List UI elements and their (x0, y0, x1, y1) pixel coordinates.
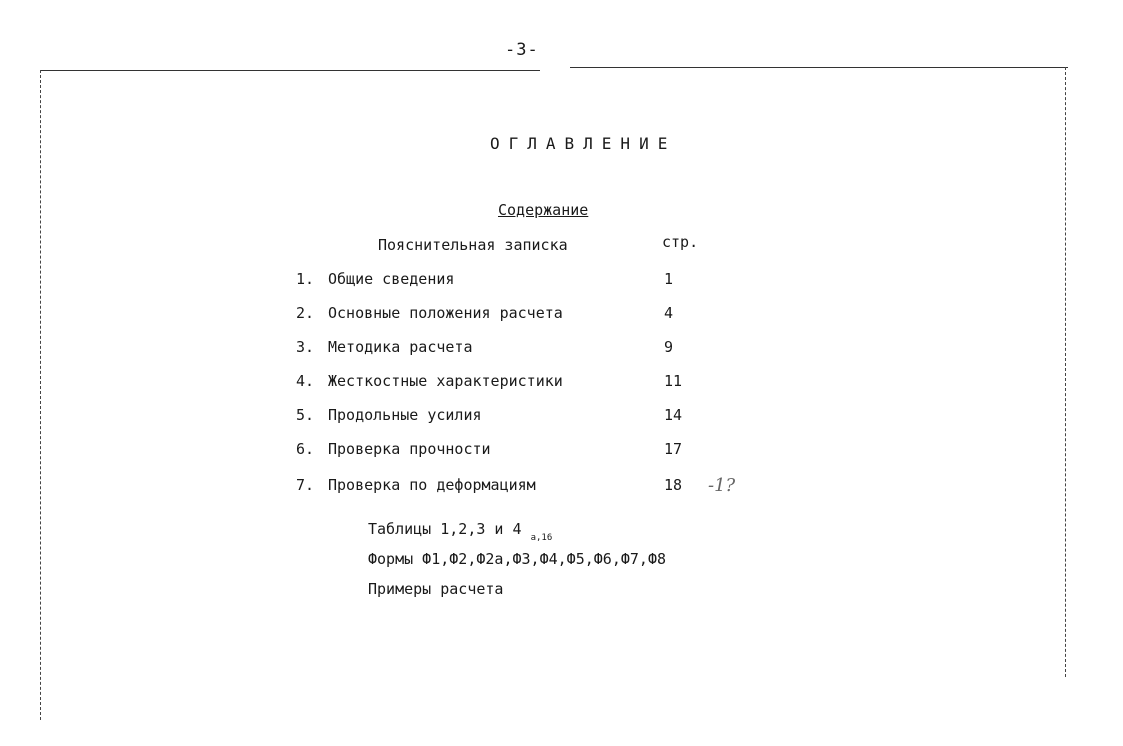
contents-subtitle: Содержание (498, 201, 589, 219)
frame-left-line (40, 70, 41, 720)
frame-right-line (1065, 67, 1066, 677)
toc-item-page: 14 (664, 406, 683, 424)
toc-item-page: 4 (664, 304, 674, 322)
toc-item (296, 476, 716, 502)
toc-item-number: 2. (296, 304, 315, 322)
toc-item (296, 304, 716, 330)
toc-item (296, 406, 716, 432)
page-column-label: стр. (662, 233, 699, 251)
toc-item-title: Общие сведения (328, 270, 455, 288)
explanatory-note-label: Пояснительная записка (378, 236, 568, 254)
toc-item (296, 440, 716, 466)
toc-item-title: Проверка прочности (328, 440, 491, 458)
toc-item-number: 4. (296, 372, 315, 390)
toc-item-title: Проверка по деформациям (328, 476, 536, 494)
toc-item (296, 270, 716, 296)
toc-item-number: 1. (296, 270, 315, 288)
toc-item-number: 6. (296, 440, 315, 458)
tables-line (368, 520, 552, 543)
toc-item-number: 5. (296, 406, 315, 424)
frame-top-left-line (40, 70, 540, 71)
document-title: ОГЛАВЛЕНИЕ (490, 134, 677, 153)
toc-item-title: Методика расчета (328, 338, 473, 356)
toc-item-title: Основные положения расчета (328, 304, 563, 322)
handwritten-mark: -1? (708, 475, 736, 496)
examples-line: Примеры расчета (368, 580, 504, 598)
toc-item-page: 11 (664, 372, 683, 390)
toc-item (296, 338, 716, 364)
frame-top-right-line (570, 67, 1068, 68)
tables-line-text: Таблицы 1,2,3 и 4 (368, 520, 522, 538)
forms-line: Формы Ф1,Ф2,Ф2а,Ф3,Ф4,Ф5,Ф6,Ф7,Ф8 (368, 550, 667, 568)
toc-item-page: 9 (664, 338, 674, 356)
toc-item-number: 3. (296, 338, 315, 356)
toc-item-number: 7. (296, 476, 315, 494)
toc-item-page: 17 (664, 440, 683, 458)
toc-item-title: Жесткостные характеристики (328, 372, 563, 390)
toc-item-page: 1 (664, 270, 674, 288)
toc-item (296, 372, 716, 398)
toc-item-page: 18 (664, 476, 683, 494)
toc-item-title: Продольные усилия (328, 406, 482, 424)
tables-line-sub: а,16 (530, 533, 553, 543)
page-number: -3- (505, 40, 539, 60)
